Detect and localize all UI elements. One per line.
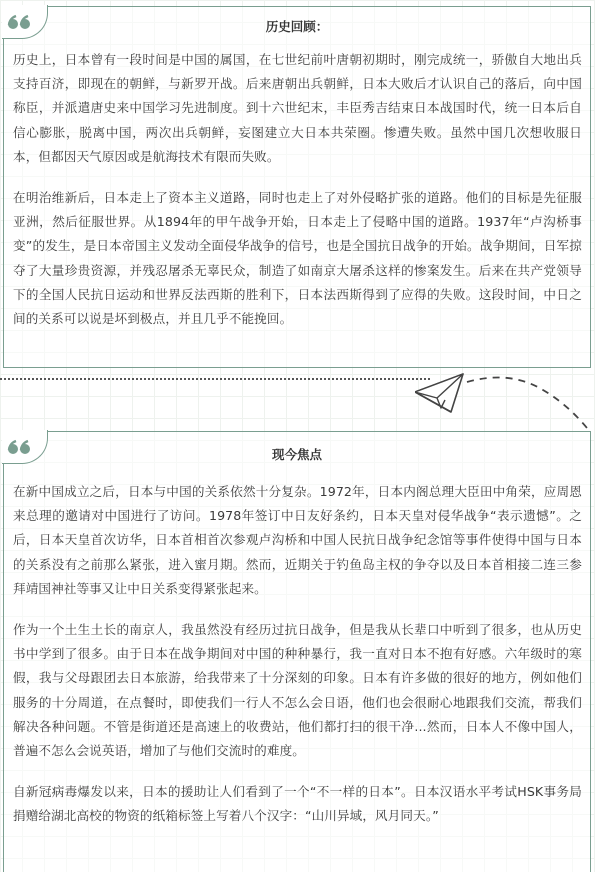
section-title: 现今焦点 — [271, 447, 322, 462]
dotted-divider — [0, 378, 430, 380]
quote-icon — [6, 13, 34, 33]
paragraph: 历史上，日本曾有一段时间是中国的属国，在七世纪前叶唐朝初期时，刚完成统一，骄傲自大地出兵支持百济，即现在的朝鲜，与新罗开战。后来唐朝出兵朝鲜，日本大败后才认识自己的落后，向中国称臣，并派遣唐史来中国学习先进制度。到十六世纪末，丰臣秀吉结束日本战国时代，统一日本后自信心膨胀，脱离中国，两次出兵朝鲜，妄图建立大日本共荣圈。惨遭失败。虽然中国几次想收服日本，但都因天气原因或是航海技术有限而失败。 — [13, 52, 582, 164]
section-body — [4, 35, 590, 331]
paragraph: 作为一个土生土长的南京人，我虽然没有经历过抗日战争，但是我从长辈口中听到了很多，也从历史书中学到了很多。由于日本在战争期间对中国的种种暴行，我一直对日本不抱有好感。六年级时的寒假，我与父母跟团去日本旅游，给我带来了十分深刻的印象。日本有许多做的很好的地方，例如他们服务的十分周道，在点餐时，即使我们一行人不怎么会日语，他们也会很耐心地跟我们交流，帮我们解决各种问题。不管是街道还是高速上的收费站，他们都打扫的很干净...然而，日本人不像中国人，普遍不怎么会说英语，增加了与他们交流时的难度。 — [13, 622, 582, 759]
paragraph: 在新中国成立之后，日本与中国的关系依然十分复杂。1972年，日本内阁总理大臣田中角荣，应周恩来总理的邀请对中国进行了访问。1978年签订中日友好条约，日本天皇对侵华战争“表示遗憾”。之后，日本天皇首次访华，日本首相首次参观卢沟桥和中国人民抗日战争纪念馆等事件使得中国与日本的关系没有之前那么紧张，进入蜜月期。然而，近期关于钓鱼岛主权的争夺以及日本首相接二连三参拜靖国神社等事又让中日关系变得紧张起来。 — [13, 484, 582, 596]
paragraph: 自新冠病毒爆发以来，日本的援助让人们看到了一个“不一样的日本”。日本汉语水平考试HSK事务局捐赠给湖北高校的物资的纸箱标签上写着八个汉字：“山川异域，风月同天。” — [13, 784, 582, 824]
paragraph: 在明治维新后，日本走上了资本主义道路，同时也走上了对外侵略扩张的道路。他们的目标是先征服亚洲，然后征服世界。从1894年的甲午战争开始，日本走上了侵略中国的道路。1937年“卢沟桥事变”的发生，是日本帝国主义发动全面侵华战争的信号，也是全国抗日战争的开始。战争期间，日军掠夺了大量珍贵资源，并残忍屠杀无辜民众，制造了如南京大屠杀这样的惨案发生。后来在共产党领导下的全国人民抗日运动和世界反法西斯的胜利下，日本法西斯得到了应得的失败。这段时间，中日之间的关系可以说是坏到极点，并且几乎不能挽回。 — [13, 190, 582, 327]
section-body — [4, 463, 590, 829]
section-title: 历史回顾： — [265, 19, 329, 34]
paper-plane-icon — [415, 370, 590, 434]
quote-icon — [6, 438, 34, 458]
current-focus-section — [3, 431, 591, 872]
history-section — [3, 6, 591, 368]
